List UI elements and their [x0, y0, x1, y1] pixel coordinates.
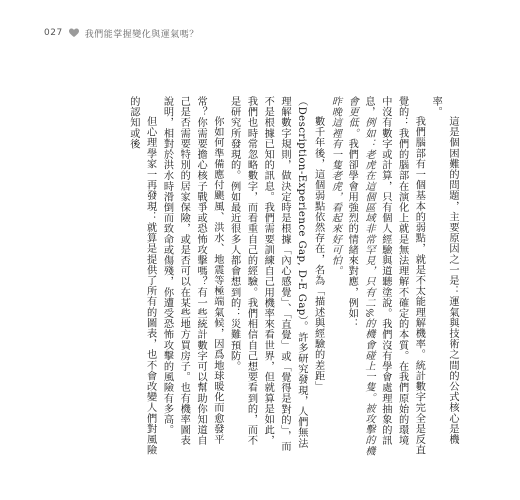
- heart-icon: [69, 28, 79, 38]
- paragraph-text: 數千年後，這個弱點依然存在，名為「描述與經驗的差距」（Description-Experience Gap, D-E Gap）。許多研究發現，人們無法理解數字規則，做決定時是根據「內心感覺」、「直覺」或「覺得是對的」，而不是根據已知的訊息。我們需要訓練自己用機率來看世界，但就算是如此，我們也時常忽略數字，而看重自己的經驗。我們相信自己想要看到的，而不是研究所發現的。例如最近很多人都會想到的：災難預防。: [228, 96, 324, 452]
- paragraph-continuation: [326, 96, 343, 456]
- paragraph: [426, 96, 460, 456]
- body-text: [100, 96, 460, 456]
- paragraph-text: 你如何準備應付颶風、洪水、地震等極端氣候，因爲地球暖化而愈發平常？你需要擔心核子戰爭或恐怖攻擊嗎？有一些統計數字可以幫助你知道自己是否需要特別的居家保險，或是否可以在某些地方買房子。也有機率圖表說明，相對於洪水時滑倒而致命或傷殘，你遭受恐怖攻擊的風險有多高。: [161, 96, 223, 446]
- running-title: 我們能掌握變化與運氣嗎？: [84, 29, 199, 40]
- paragraph-emphasis: 例如：老虎在這個區域非常罕見，只有二%的機會碰上一隻。被攻擊的機會更低。: [346, 96, 375, 456]
- paragraph-text-tail: 我們卻學會用強烈的情緒來對應，例如：: [346, 138, 358, 330]
- paragraph: [158, 96, 225, 456]
- paragraph: [124, 96, 158, 456]
- paragraph: [342, 96, 426, 456]
- running-header: [44, 26, 199, 40]
- paragraph-text: 這是個困難的問題，主要原因之一是：運氣與技術之間的公式核心是機率。: [430, 96, 458, 445]
- page-number: 027: [44, 28, 63, 38]
- paragraph-emphasis: 昨晚這裡有一隻老虎，看起來好可怕。: [329, 96, 341, 277]
- paragraph-text: 但心理學家一再發現：就算是提供了所有的圖表，也不會改變人們對風險的認知或後: [127, 96, 156, 456]
- paragraph-text: 我們腦部有一個基本的弱點，就是不太能理解機率。統計數字完全是反直覺的：我們的腦部在演化上就是無法理解不確定的本質。在我們原始的環境中沒有數字或計算，只有個人經驗與道聽塗說。我們沒有學會處理抽象的訊息，: [363, 96, 425, 456]
- paragraph: [225, 96, 326, 456]
